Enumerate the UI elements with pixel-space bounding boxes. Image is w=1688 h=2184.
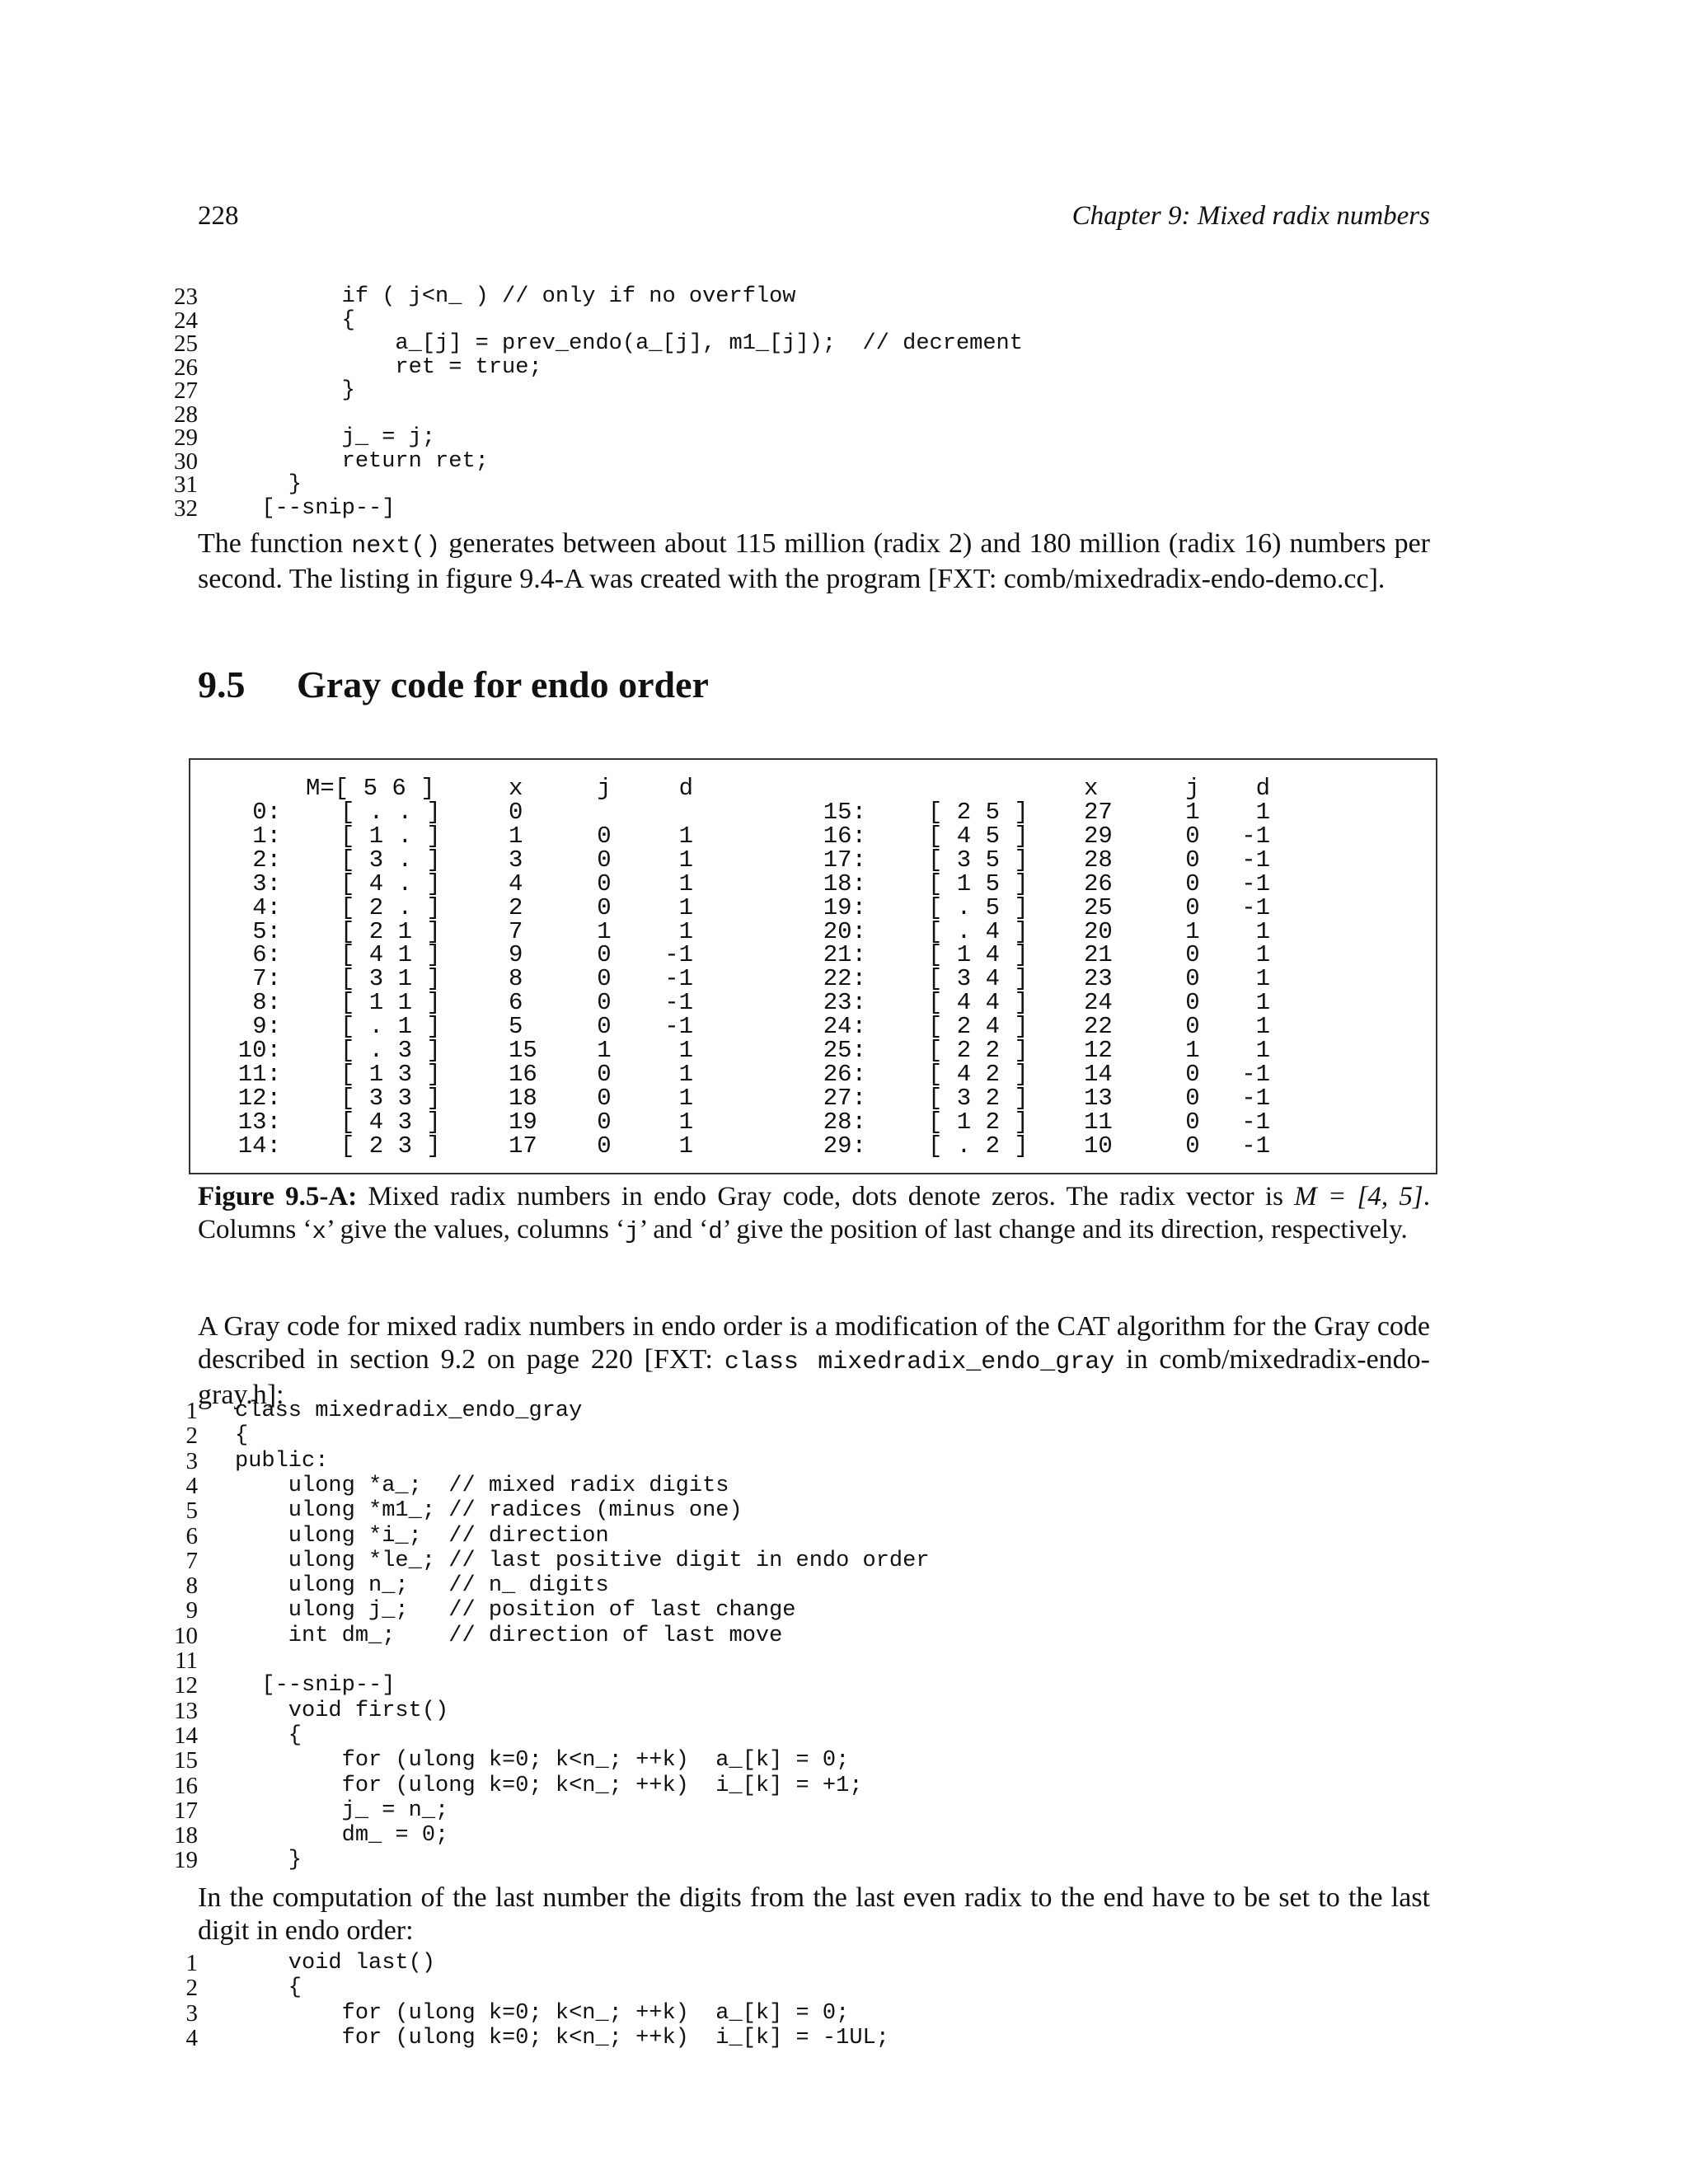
paragraph-last-number: In the computation of the last number the digits from the last even radix to the end have to be set to the last digit in endo order: (198, 1882, 1430, 1946)
value-j: 1 (1185, 799, 1200, 826)
code-text: for (ulong k=0; k<n_; ++k) i_[k] = +1; (235, 1773, 863, 1798)
value-x: 14 (1084, 1060, 1113, 1088)
value-x: 10 (1084, 1132, 1113, 1160)
line-number: 12 (174, 1672, 198, 1699)
value-j: 0 (597, 989, 612, 1017)
paragraph-gray-code-intro: A Gray code for mixed radix numbers in endo order is a modification of the CAT algorithm for the Gray code described in section 9.2 on page 220 [FXT: class mixedradix_endo_gray in comb/mixedradix-endo-gray.h]: (198, 1311, 1430, 1410)
code-text: ulong *m1_; // radices (minus one) (235, 1498, 743, 1524)
code-text: ulong j_; // position of last change (235, 1598, 796, 1624)
code-line (165, 1423, 1401, 1448)
value-x: 4 (509, 869, 523, 898)
column-header-j: j (597, 775, 612, 802)
value-j: 0 (1185, 893, 1200, 921)
paragraph-next-performance: The function next() generates between about 115 million (radix 2) and 180 million (radix 16) numbers per second. The listing in figure 9.4-A was created with the program [FXT: comb/mixedradix-endo-demo.cc]. (198, 528, 1430, 594)
line-number: 9 (185, 1597, 198, 1624)
value-d: 1 (678, 1060, 693, 1088)
code-text: return ret; (235, 448, 489, 474)
value-x: 22 (1084, 1013, 1113, 1041)
row-index: 27: (823, 1084, 866, 1112)
value-j: 0 (1185, 965, 1200, 993)
value-x: 5 (509, 1013, 523, 1041)
digit-vector: [ 4 2 ] (928, 1060, 1029, 1088)
value-d: -1 (664, 1013, 693, 1041)
value-x: 25 (1084, 893, 1113, 921)
digit-vector: [ 2 1 ] (340, 917, 441, 945)
row-index: 21: (823, 941, 866, 969)
value-j: 1 (1185, 917, 1200, 945)
value-d: 1 (1255, 1037, 1270, 1064)
code-text: void last() (235, 1951, 436, 1975)
code-text: { (235, 307, 355, 333)
digit-vector: [ . 5 ] (928, 893, 1029, 921)
code-text: class mixedradix_endo_gray (235, 1399, 583, 1423)
row-index: 8: (252, 989, 281, 1017)
line-number: 3 (185, 1447, 198, 1474)
value-d: -1 (1241, 1060, 1270, 1088)
digit-vector: [ 1 4 ] (928, 941, 1029, 969)
value-d: 1 (1255, 965, 1270, 993)
code-text: ulong n_; // n_ digits (235, 1573, 609, 1599)
row-index: 28: (823, 1108, 866, 1136)
row-index: 12: (237, 1084, 281, 1112)
digit-vector: [ . 4 ] (928, 917, 1029, 945)
value-j: 0 (597, 1013, 612, 1041)
row-index: 2: (252, 846, 281, 874)
line-number: 4 (185, 1472, 198, 1499)
code-line (165, 1798, 1401, 1823)
value-d: 1 (678, 822, 693, 850)
digit-vector: [ 2 . ] (340, 893, 441, 921)
code-text: ulong *i_; // direction (235, 1523, 609, 1549)
section-heading (198, 663, 709, 706)
value-x: 2 (509, 893, 523, 921)
row-index: 20: (823, 917, 866, 945)
line-number: 23 (174, 284, 198, 310)
value-d: 1 (678, 869, 693, 898)
code-line (165, 355, 1401, 380)
line-number: 18 (174, 1822, 198, 1849)
row-index: 16: (823, 822, 866, 850)
running-header: Chapter 9: Mixed radix numbers (1071, 201, 1430, 231)
row-index: 23: (823, 989, 866, 1017)
code-text: } (235, 1848, 302, 1873)
value-j: 0 (597, 893, 612, 921)
code-text: public: (235, 1448, 329, 1474)
code-text: } (235, 472, 302, 497)
code-line (165, 1699, 1401, 1723)
digit-vector: [ . 2 ] (928, 1132, 1029, 1160)
row-index: 26: (823, 1060, 866, 1088)
value-x: 23 (1084, 965, 1113, 993)
code-line (165, 449, 1401, 474)
row-index: 25: (823, 1037, 866, 1064)
line-number: 6 (185, 1522, 198, 1549)
line-number: 1 (185, 1398, 198, 1424)
value-d: -1 (1241, 893, 1270, 921)
digit-vector: [ 3 3 ] (340, 1084, 441, 1112)
digit-vector: [ . 1 ] (340, 1013, 441, 1041)
line-number: 8 (185, 1572, 198, 1600)
value-j: 0 (597, 846, 612, 874)
value-x: 24 (1084, 989, 1113, 1017)
value-x: 0 (509, 799, 523, 826)
code-line (165, 1748, 1401, 1773)
digit-vector: [ . 3 ] (340, 1037, 441, 1064)
code-text: if ( j<n_ ) // only if no overflow (235, 284, 796, 309)
code-line (165, 1723, 1401, 1748)
line-number: 27 (174, 377, 198, 404)
code-line (165, 284, 1401, 309)
code-text: { (235, 1975, 302, 2001)
code-text: int dm_; // direction of last move (235, 1623, 783, 1648)
value-x: 16 (509, 1060, 537, 1088)
code-text: [--snip--] (235, 1673, 396, 1699)
code-text: ulong *le_; // last positive digit in endo order (235, 1548, 930, 1573)
code-line (165, 1673, 1401, 1698)
digit-vector: [ 4 5 ] (928, 822, 1029, 850)
value-j (588, 800, 621, 824)
line-number: 13 (174, 1697, 198, 1724)
value-d: -1 (664, 965, 693, 993)
value-x: 20 (1084, 917, 1113, 945)
column-header-x: x (509, 775, 523, 802)
value-d: 1 (678, 1108, 693, 1136)
row-index: 19: (823, 893, 866, 921)
value-j: 0 (1185, 1013, 1200, 1041)
value-d: -1 (1241, 1132, 1270, 1160)
row-index: 15: (823, 799, 866, 826)
code-line (165, 1399, 1401, 1423)
value-x: 12 (1084, 1037, 1113, 1064)
code-text: ulong *a_; // mixed radix digits (235, 1473, 729, 1498)
line-number: 25 (174, 330, 198, 357)
code-text: j_ = n_; (235, 1797, 449, 1823)
code-line (165, 2026, 1401, 2050)
line-number: 3 (185, 1999, 198, 2027)
code-text: } (235, 378, 355, 403)
value-x: 15 (509, 1037, 537, 1064)
row-index: 22: (823, 965, 866, 993)
value-d: 1 (1255, 799, 1270, 826)
line-number: 11 (175, 1647, 198, 1674)
digit-vector: [ 1 3 ] (340, 1060, 441, 1088)
code-text: { (235, 1722, 302, 1748)
value-x: 27 (1084, 799, 1113, 826)
digit-vector: [ 4 1 ] (340, 941, 441, 969)
value-x: 6 (509, 989, 523, 1017)
digit-vector: [ 3 4 ] (928, 965, 1029, 993)
value-x: 13 (1084, 1084, 1113, 1112)
value-j: 0 (1185, 869, 1200, 898)
value-j: 0 (1185, 846, 1200, 874)
value-j: 0 (597, 1132, 612, 1160)
code-line (165, 1498, 1401, 1523)
value-j: 0 (1185, 1108, 1200, 1136)
digit-vector: [ 1 5 ] (928, 869, 1029, 898)
row-index: 5: (252, 917, 281, 945)
digit-vector: [ . . ] (340, 799, 441, 826)
code-line (165, 1823, 1401, 1848)
value-j: 0 (597, 965, 612, 993)
line-number: 4 (185, 2024, 198, 2051)
value-x: 7 (509, 917, 523, 945)
row-index: 24: (823, 1013, 866, 1041)
value-j: 1 (597, 917, 612, 945)
line-number: 28 (174, 401, 198, 428)
code-line (165, 1474, 1401, 1498)
value-j: 1 (597, 1037, 612, 1064)
code-text: for (ulong k=0; k<n_; ++k) i_[k] = -1UL; (235, 2025, 889, 2050)
row-index: 4: (252, 893, 281, 921)
value-x: 26 (1084, 869, 1113, 898)
value-d: 1 (678, 893, 693, 921)
line-number: 1 (185, 1950, 198, 1976)
line-number: 24 (174, 307, 198, 334)
value-j: 0 (1185, 1060, 1200, 1088)
value-d: 1 (678, 846, 693, 874)
value-j: 0 (597, 1060, 612, 1088)
value-d: -1 (1241, 869, 1270, 898)
code-text: [--snip--] (235, 495, 396, 521)
value-x: 3 (509, 846, 523, 874)
column-header-x: x (1084, 775, 1099, 802)
code-line (165, 1848, 1401, 1872)
row-index: 6: (252, 941, 281, 969)
code-text: ret = true; (235, 354, 542, 380)
code-text: j_ = j; (235, 425, 436, 450)
value-j: 0 (597, 1108, 612, 1136)
value-x: 11 (1084, 1108, 1113, 1136)
value-j: 0 (597, 941, 612, 969)
code-text: dm_ = 0; (235, 1823, 449, 1849)
code-line (165, 496, 1401, 521)
figure-label: Figure 9.5-A: (198, 1182, 358, 1212)
value-d: -1 (664, 941, 693, 969)
line-number: 32 (174, 494, 198, 522)
line-number: 30 (174, 448, 198, 475)
value-d: 1 (1255, 941, 1270, 969)
row-index: 0: (252, 799, 281, 826)
digit-vector: [ 4 . ] (340, 869, 441, 898)
value-j: 0 (1185, 1132, 1200, 1160)
code-line (165, 1549, 1401, 1573)
column-header-d: d (678, 775, 693, 802)
row-index: 7: (252, 965, 281, 993)
value-d: 1 (678, 1037, 693, 1064)
column-header-d: d (1255, 775, 1270, 802)
code-line (165, 1573, 1401, 1598)
line-number: 2 (185, 1422, 198, 1450)
value-j: 0 (1185, 1084, 1200, 1112)
code-line (165, 1648, 1401, 1673)
digit-vector: [ 2 4 ] (928, 1013, 1029, 1041)
value-j: 0 (1185, 822, 1200, 850)
code-line (165, 1624, 1401, 1648)
value-d: 1 (678, 917, 693, 945)
code-line (165, 425, 1401, 450)
digit-vector: [ 4 3 ] (340, 1108, 441, 1136)
value-x: 8 (509, 965, 523, 993)
digit-vector: [ 2 3 ] (340, 1132, 441, 1160)
digit-vector: [ 1 2 ] (928, 1108, 1029, 1136)
row-index: 17: (823, 846, 866, 874)
caption-math: M = [4, 5] (1294, 1182, 1423, 1212)
code-text: void first() (235, 1698, 449, 1723)
value-j: 0 (1185, 989, 1200, 1017)
code-line (165, 1524, 1401, 1549)
value-d: -1 (1241, 1084, 1270, 1112)
row-index: 3: (252, 869, 281, 898)
code-line (165, 402, 1401, 427)
line-number: 7 (185, 1547, 198, 1574)
row-index: 18: (823, 869, 866, 898)
digit-vector: [ 2 5 ] (928, 799, 1029, 826)
line-number: 10 (174, 1622, 198, 1649)
section-number: 9.5 (198, 663, 246, 705)
code-line (165, 1774, 1401, 1798)
digit-vector: [ 1 1 ] (340, 989, 441, 1017)
value-j: 1 (1185, 1037, 1200, 1064)
value-x: 21 (1084, 941, 1113, 969)
column-header-m: M=[ 5 6 ] (306, 775, 435, 802)
row-index: 11: (237, 1060, 281, 1088)
code-text: a_[j] = prev_endo(a_[j], m1_[j]); // decrement (235, 331, 1023, 356)
line-number: 26 (174, 354, 198, 381)
value-j: 0 (597, 869, 612, 898)
value-d: 1 (1255, 1013, 1270, 1041)
line-number: 2 (185, 1975, 198, 2002)
digit-vector: [ 3 2 ] (928, 1084, 1029, 1112)
code-line (165, 472, 1401, 497)
code-line (165, 1598, 1401, 1623)
value-x: 17 (509, 1132, 537, 1160)
row-index: 14: (237, 1132, 281, 1160)
line-number: 16 (174, 1772, 198, 1799)
figure-caption: Figure 9.5-A: Mixed radix numbers in endo Gray code, dots denote zeros. The radix vector is M = [4, 5]. Columns ‘x’ give the values, columns ‘j’ and ‘d’ give the position of last change and its direction, respectively. (198, 1182, 1430, 1245)
value-x: 1 (509, 822, 523, 850)
code-text: { (235, 1423, 249, 1449)
value-d: 1 (1255, 917, 1270, 945)
line-number: 31 (174, 471, 198, 498)
value-x: 18 (509, 1084, 537, 1112)
row-index: 10: (237, 1037, 281, 1064)
digit-vector: [ 2 2 ] (928, 1037, 1029, 1064)
code-line (165, 378, 1401, 403)
digit-vector: [ 3 . ] (340, 846, 441, 874)
code-line (165, 308, 1401, 333)
row-index: 29: (823, 1132, 866, 1160)
page-number: 228 (198, 201, 239, 231)
column-header-j: j (1185, 775, 1200, 802)
value-d: -1 (1241, 1108, 1270, 1136)
row-index: 9: (252, 1013, 281, 1041)
line-number: 29 (174, 424, 198, 451)
digit-vector: [ 3 5 ] (928, 846, 1029, 874)
line-number: 17 (174, 1797, 198, 1824)
value-d (652, 800, 693, 824)
code-line (165, 331, 1401, 356)
code-line (165, 1975, 1401, 2000)
value-x: 29 (1084, 822, 1113, 850)
row-index: 13: (237, 1108, 281, 1136)
figure-table (189, 758, 1437, 1174)
value-j: 0 (1185, 941, 1200, 969)
value-d: 1 (1255, 989, 1270, 1017)
value-x: 28 (1084, 846, 1113, 874)
value-d: 1 (678, 1084, 693, 1112)
digit-vector: [ 4 4 ] (928, 989, 1029, 1017)
value-d: -1 (664, 989, 693, 1017)
line-number: 14 (174, 1722, 198, 1749)
value-j: 0 (597, 1084, 612, 1112)
value-d: -1 (1241, 846, 1270, 874)
value-x: 9 (509, 941, 523, 969)
value-j: 0 (597, 822, 612, 850)
code-text: for (ulong k=0; k<n_; ++k) a_[k] = 0; (235, 2000, 850, 2026)
section-title: Gray code for endo order (297, 663, 709, 705)
value-x: 19 (509, 1108, 537, 1136)
digit-vector: [ 1 . ] (340, 822, 441, 850)
line-number: 15 (174, 1747, 198, 1774)
value-d: -1 (1241, 822, 1270, 850)
row-index: 1: (252, 822, 281, 850)
code-line (165, 1449, 1401, 1474)
line-number: 19 (174, 1847, 198, 1874)
code-text: for (ulong k=0; k<n_; ++k) a_[k] = 0; (235, 1748, 850, 1774)
code-line (165, 2001, 1401, 2026)
code-line (165, 1951, 1401, 1975)
value-d: 1 (678, 1132, 693, 1160)
digit-vector: [ 3 1 ] (340, 965, 441, 993)
line-number: 5 (185, 1497, 198, 1525)
